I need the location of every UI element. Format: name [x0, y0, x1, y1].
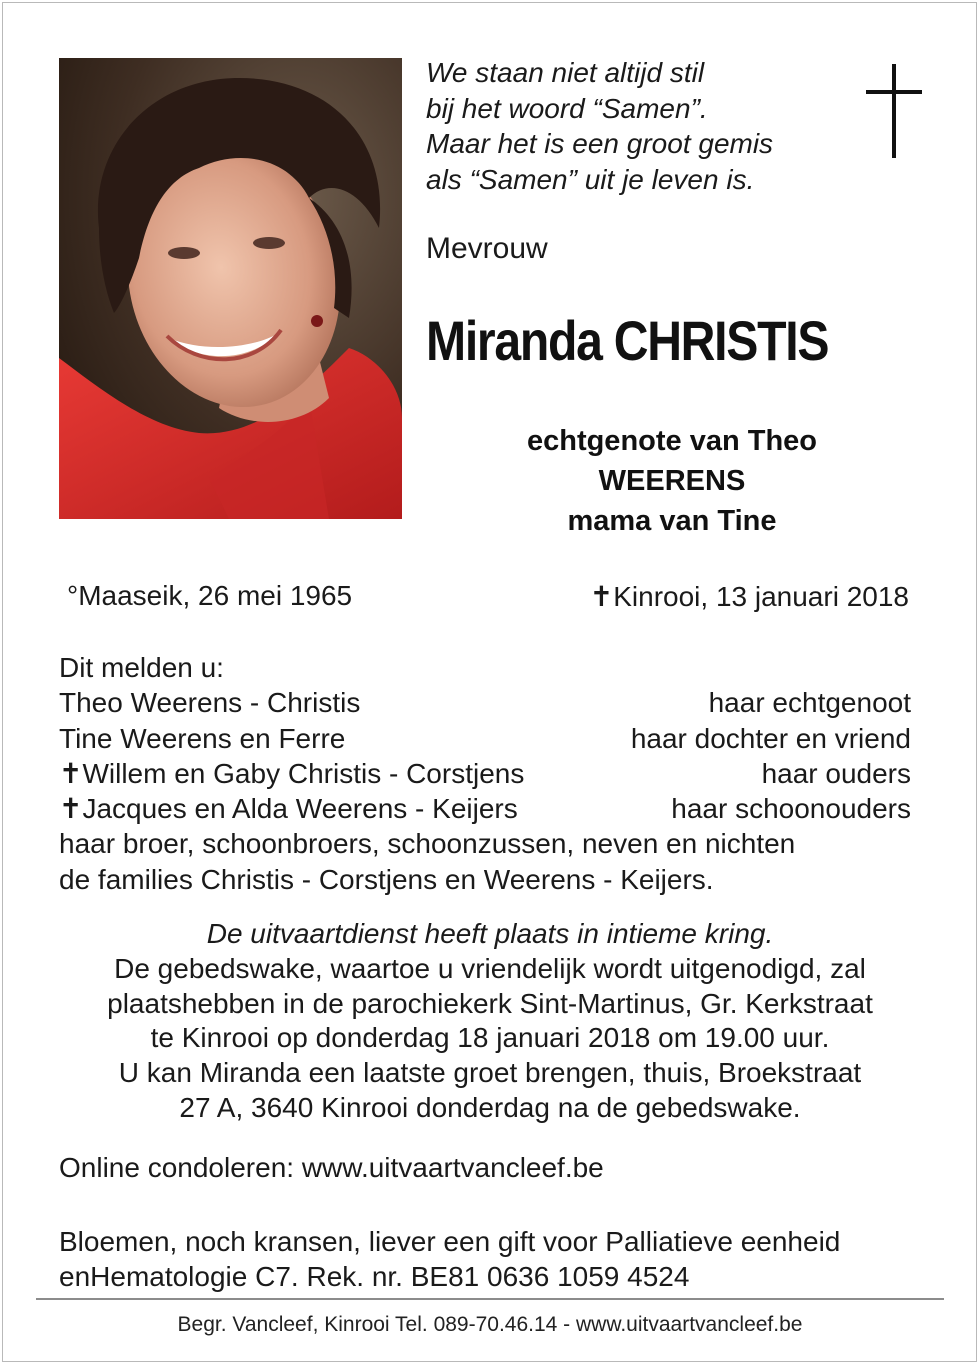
relative-name: Tine Weerens en Ferre — [59, 722, 346, 754]
relative-role: haar schoonouders — [671, 793, 911, 825]
poem-line: We staan niet altijd stil — [426, 57, 705, 88]
relative-name: ✝Willem en Gaby Christis - Corstjens — [59, 757, 525, 789]
service-line: U kan Miranda een laatste groet brengen, thuis, Broekstraat — [118, 1057, 862, 1089]
list-item — [59, 756, 911, 791]
honorific-title: Mevrouw — [426, 232, 548, 265]
flowers-line: enHematologie C7. Rek. nr. BE81 0636 1059 4524 — [59, 1261, 690, 1292]
service-notice: De uitvaartdienst heeft plaats in intieme kring. — [206, 918, 774, 949]
service-line: te Kinrooi op donderdag 18 januari 2018 om 19.00 uur. — [150, 1022, 830, 1054]
poem-line: Maar het is een groot gemis — [426, 128, 774, 159]
service-details — [40, 917, 940, 1126]
online-condolence: Online condoleren: www.uitvaartvancleef.be — [59, 1152, 604, 1183]
relation-line: WEERENS — [598, 465, 746, 497]
birth-date: °Maaseik, 26 mei 1965 — [67, 580, 353, 611]
service-line: De gebedswake, waartoe u vriendelijk wordt uitgenodigd, zal — [114, 952, 866, 984]
list-item — [59, 791, 911, 826]
relative-name: ✝Jacques en Alda Weerens - Keijers — [59, 793, 518, 825]
latin-cross-icon — [866, 64, 922, 158]
service-line: plaatshebben in de parochiekerk Sint-Martinus, Gr. Kerkstraat — [107, 987, 873, 1019]
announcement-list — [59, 650, 911, 897]
portrait-illustration — [59, 58, 402, 519]
extra-relatives: haar broer, schoonbroers, schoonzussen, neven en nichten — [59, 828, 796, 860]
footer-divider — [36, 1298, 944, 1300]
family-relation — [430, 421, 914, 541]
announcement-intro: Dit melden u: — [59, 652, 224, 683]
relative-role: haar echtgenoot — [708, 687, 911, 719]
memorial-poem — [426, 55, 846, 197]
death-date: ✝Kinrooi, 13 januari 2018 — [589, 581, 909, 612]
deceased-name: Miranda CHRISTIS — [426, 309, 829, 372]
portrait-photo — [59, 58, 402, 519]
list-item — [59, 721, 911, 756]
relative-role: haar dochter en vriend — [630, 722, 911, 754]
extra-relatives: de families Christis - Corstjens en Weerens - Keijers. — [59, 863, 714, 895]
poem-line: als “Samen” uit je leven is. — [426, 163, 755, 195]
list-item — [59, 685, 911, 720]
relation-line: mama van Tine — [567, 505, 777, 537]
relative-role: haar ouders — [761, 757, 911, 789]
poem-line: bij het woord “Samen”. — [426, 92, 708, 124]
service-line: 27 A, 3640 Kinrooi donderdag na de gebedswake. — [179, 1091, 801, 1123]
flowers-notice — [59, 1224, 929, 1294]
flowers-line: Bloemen, noch kransen, liever een gift voor Palliatieve eenheid — [59, 1226, 841, 1257]
funeral-home-footer: Begr. Vancleef, Kinrooi Tel. 089-70.46.14 - www.uitvaartvancleef.be — [177, 1313, 803, 1336]
relation-line: echtgenote van Theo — [526, 425, 818, 457]
relative-name: Theo Weerens - Christis — [59, 687, 361, 719]
